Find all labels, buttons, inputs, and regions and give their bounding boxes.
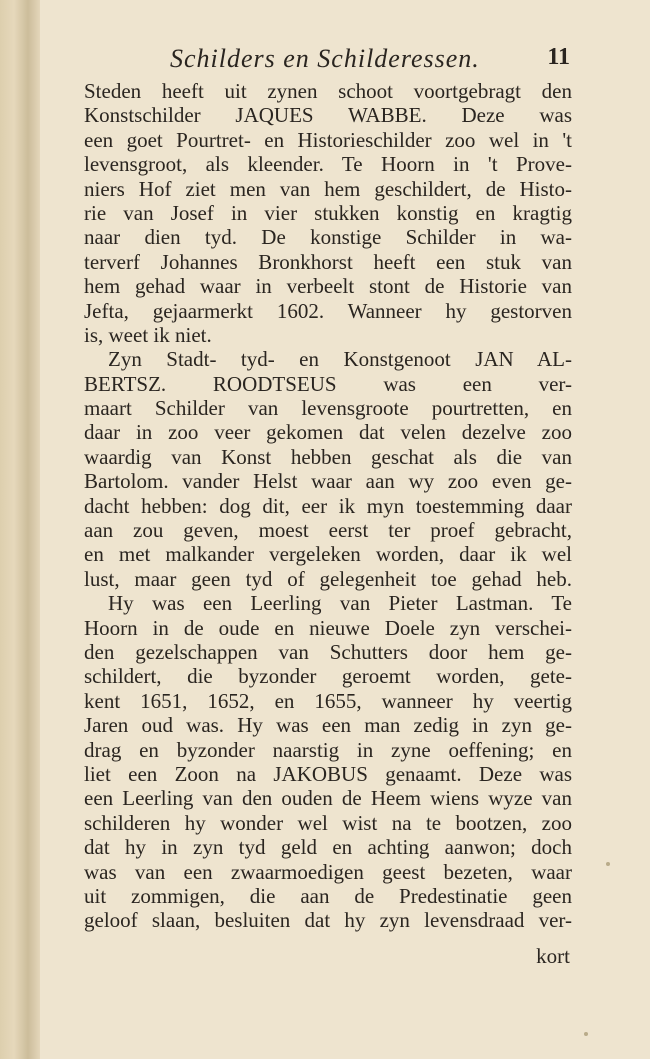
text-line: Hoorn in de oude en nieuwe Doele zyn verschei- — [84, 615, 572, 640]
text-line: daar in zoo veer gekomen dat velen dezelve zoo — [84, 420, 572, 445]
text-line: drag en byzonder naarstig in zyne oeffening; en — [84, 737, 572, 762]
text-line: dacht hebben: dog dit, eer ik myn toestemming daar — [84, 493, 572, 518]
text-line: Jefta, gejaarmerkt 1602. Wanneer hy gestorven — [84, 298, 572, 323]
text-line: terverf Johannes Bronkhorst heeft een stuk van — [84, 249, 572, 274]
text-line: Steden heeft uit zynen schoot voortgebragt den — [84, 79, 572, 103]
paper-spot — [584, 1032, 588, 1036]
text-line: Bartolom. vander Helst waar aan wy zoo even ge- — [84, 469, 572, 494]
text-line: maart Schilder van levensgroote pourtretten, en — [84, 396, 572, 421]
paper-spot — [606, 862, 610, 866]
text-line: waardig van Konst hebben geschat als die van — [84, 444, 572, 469]
text-line: levensgroot, als kleender. Te Hoorn in 't Prove- — [84, 152, 572, 177]
text-line: niers Hof ziet men van hem geschildert, de Histo- — [84, 176, 572, 201]
text-line: rie van Josef in vier stukken konstig en kragtig — [84, 200, 572, 225]
text-line: Hy was een Leerling van Pieter Lastman. Te — [108, 591, 572, 616]
text-line: BERTSZ. ROODTSEUS was een ver- — [84, 371, 572, 396]
text-line: aan zou geven, moest eerst ter proef gebracht, — [84, 518, 572, 543]
text-line: naar dien tyd. De konstige Schilder in wa- — [84, 225, 572, 250]
text-line: schildert, die byzonder geroemt worden, gete- — [84, 664, 572, 689]
text-line: Zyn Stadt- tyd- en Konstgenoot JAN AL- — [108, 347, 572, 372]
text-line: geloof slaan, besluiten dat hy zyn levensdraad ver- — [84, 908, 572, 933]
text-line: een Leerling van den ouden de Heem wiens wyze van — [84, 786, 572, 811]
book-gutter — [0, 0, 40, 1059]
text-line: en met malkander vergeleken worden, daar ik wel — [84, 542, 572, 567]
catchword: kort — [536, 944, 570, 968]
text-line: kent 1651, 1652, en 1655, wanneer hy veertig — [84, 688, 572, 713]
text-line: lust, maar geen tyd of gelegenheit toe gehad heb. — [84, 566, 572, 591]
text-line: Jaren oud was. Hy was een man zedig in zyn ge- — [84, 713, 572, 738]
page-header — [170, 44, 570, 80]
body-text — [84, 79, 572, 933]
text-line: den gezelschappen van Schutters door hem ge- — [84, 639, 572, 664]
text-line: is, weet ik niet. — [84, 322, 212, 347]
text-line: een goet Pourtret- en Historieschilder zoo wel in 't — [84, 127, 572, 152]
text-line: dat hy in zyn tyd geld en achting aanwon; doch — [84, 835, 572, 860]
text-line: uit zommigen, die aan de Predestinatie geen — [84, 883, 572, 908]
running-head: Schilders en Schilderessen. — [170, 44, 480, 73]
text-line: schilderen hy wonder wel wist na te bootzen, zoo — [84, 810, 572, 835]
text-line: was van een zwaarmoedigen geest bezeten, waar — [84, 859, 572, 884]
text-line: Konstschilder JAQUES WABBE. Deze was — [84, 103, 572, 128]
text-line: liet een Zoon na JAKOBUS genaamt. Deze was — [84, 761, 572, 786]
text-line: hem gehad waar in verbeelt stont de Historie van — [84, 274, 572, 299]
page-number: 11 — [547, 44, 570, 70]
